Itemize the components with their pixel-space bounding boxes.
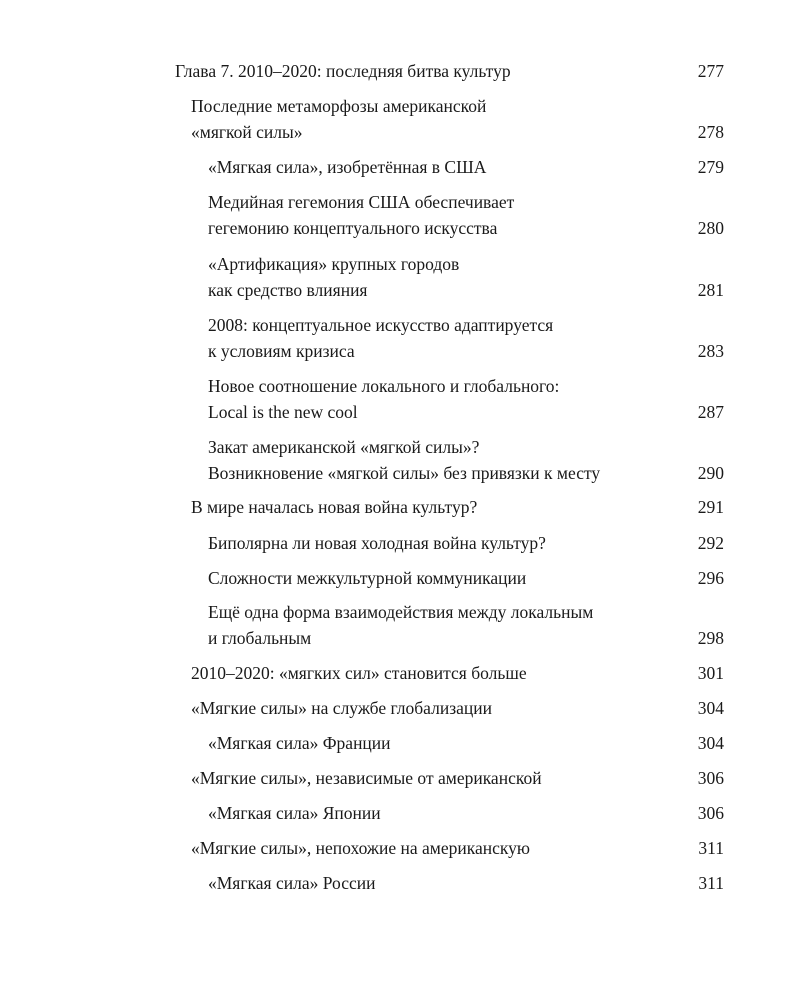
toc-entry-artification — [208, 251, 459, 303]
toc-entry-title: «Мягкие силы», непохожие на американскую — [191, 838, 530, 858]
toc-page-number: 304 — [697, 698, 724, 718]
toc-page-number: 290 — [697, 463, 724, 483]
toc-entry-title: «Мягкие силы» на службе глобализации — [191, 698, 492, 718]
toc-page-number: 280 — [697, 218, 724, 238]
toc-page-number: 291 — [697, 497, 724, 517]
toc-entry-decline-soft-power — [208, 434, 600, 486]
toc-entry-2008-crisis — [208, 312, 553, 364]
toc-entry-title: «Мягкая сила», изобретённая в США — [208, 157, 487, 177]
toc-page-number: 301 — [697, 663, 724, 683]
toc-page-number: 277 — [697, 61, 724, 81]
toc-entry-title: В мире началась новая война культур? — [191, 497, 478, 517]
toc-entry-title-line2: к условиям кризиса — [208, 341, 355, 361]
toc-page-number: 311 — [698, 873, 724, 893]
toc-entry-title-line2: как средство влияния — [208, 280, 368, 300]
toc-entry-title-line2: Возникновение «мягкой силы» без привязки к месту — [208, 463, 601, 483]
toc-entry-another-form — [208, 599, 593, 651]
toc-entry-chapter-7 — [175, 58, 511, 84]
toc-entry-title-line1: Закат американской «мягкой силы»? — [208, 437, 480, 457]
toc-entry-title: Глава 7. 2010–2020: последняя битва культур — [175, 61, 511, 81]
toc-entry-title: Сложности межкультурной коммуникации — [208, 568, 527, 588]
toc-page-number: 304 — [697, 733, 724, 753]
toc-entry-title-line2: гегемонию концептуального искусства — [208, 218, 498, 238]
toc-entry-title: «Мягкая сила» России — [208, 873, 376, 893]
toc-page-number: 278 — [697, 122, 724, 142]
toc-entry-title-line2: и глобальным — [208, 628, 312, 648]
toc-entry-more-soft-powers — [191, 660, 527, 686]
toc-entry-metamorphoses — [191, 93, 486, 145]
toc-entry-title-line2: «мягкой силы» — [191, 122, 303, 142]
toc-entry-title-line1: Последние метаморфозы американской — [191, 96, 487, 116]
toc-entry-title-line1: Медийная гегемония США обеспечивает — [208, 192, 515, 212]
toc-page-number: 306 — [697, 803, 724, 823]
toc-entry-title-line2: Local is the new cool — [208, 402, 358, 422]
toc-entry-unlike-american — [191, 835, 530, 861]
toc-page-number: 279 — [697, 157, 724, 177]
toc-entry-title-line1: Ещё одна форма взаимодействия между локальным — [208, 602, 594, 622]
toc-page-number: 281 — [697, 280, 724, 300]
toc-entry-globalization — [191, 695, 492, 721]
toc-entry-title: «Мягкая сила» Франции — [208, 733, 391, 753]
toc-entry-france — [208, 730, 391, 756]
toc-page-number: 306 — [697, 768, 724, 788]
toc-entry-bipolar-cold-war — [208, 530, 546, 556]
toc-page-number: 311 — [698, 838, 724, 858]
toc-page-number: 283 — [697, 341, 724, 361]
toc-page-number: 292 — [697, 533, 724, 553]
toc-entry-local-global — [208, 373, 559, 425]
toc-entry-title: «Мягкие силы», независимые от американской — [191, 768, 542, 788]
toc-entry-title: 2010–2020: «мягких сил» становится больше — [191, 663, 527, 683]
toc-entry-independent — [191, 765, 542, 791]
toc-entry-new-culture-war — [191, 494, 477, 520]
toc-entry-title: «Мягкая сила» Японии — [208, 803, 381, 823]
toc-entry-title-line1: «Артификация» крупных городов — [208, 254, 460, 274]
toc-entry-title-line1: Новое соотношение локального и глобального: — [208, 376, 560, 396]
toc-entry-title: Биполярна ли новая холодная война культур? — [208, 533, 546, 553]
toc-entry-japan — [208, 800, 381, 826]
toc-page-number: 287 — [697, 402, 724, 422]
toc-entry-intercultural-communication — [208, 565, 526, 591]
toc-entry-media-hegemony — [208, 189, 514, 241]
toc-entry-title-line1: 2008: концептуальное искусство адаптируется — [208, 315, 554, 335]
toc-page-number: 296 — [697, 568, 724, 588]
toc-entry-russia — [208, 870, 375, 896]
toc-entry-soft-power-usa — [208, 154, 486, 180]
toc-page-number: 298 — [697, 628, 724, 648]
